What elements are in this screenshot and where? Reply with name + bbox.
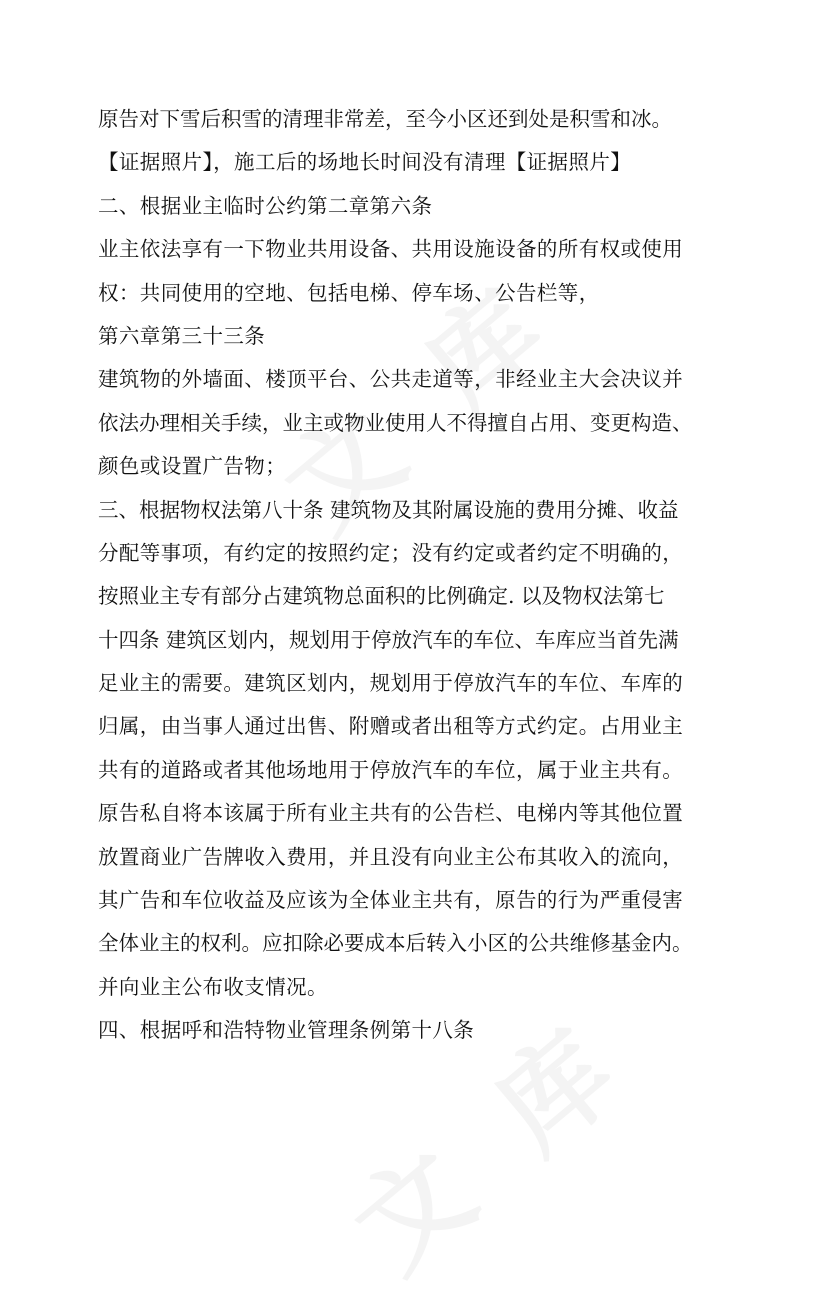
paragraph-line: 分配等事项，有约定的按照约定；没有约定或者约定不明确的， — [98, 540, 684, 565]
paragraph-line: 其广告和车位收益及应该为全体业主共有，原告的行为严重侵害 — [98, 888, 684, 913]
paragraph-line: 原告私自将本该属于所有业主共有的公告栏、电梯内等其他位置 — [98, 801, 684, 826]
paragraph-line: 依法办理相关手续，业主或物业使用人不得擅自占用、变更构造、 — [98, 410, 693, 435]
paragraph-line: 建筑物的外墙面、楼顶平台、公共走道等，非经业主大会决议并 — [98, 367, 684, 392]
paragraph-line: 放置商业广告牌收入费用，并且没有向业主公布其收入的流向， — [98, 844, 684, 869]
paragraph-line: 原告对下雪后积雪的清理非常差，至今小区还到处是积雪和冰。 — [98, 107, 672, 131]
document-body — [98, 98, 738, 1053]
paragraph-line: 权：共同使用的空地、包括电梯、停车场、公告栏等， — [98, 280, 600, 305]
paragraph-line: 全体业主的权利。应扣除必要成本后转入小区的公共维修基金内。 — [98, 931, 693, 956]
section-heading: 第六章第三十三条 — [98, 323, 266, 348]
paragraph-line: 并向业主公布收支情况。 — [98, 974, 328, 999]
paragraph-line: 归属，由当事人通过出售、附赠或者出租等方式约定。占用业主 — [98, 714, 684, 739]
paragraph-line: 十四条 建筑区划内，规划用于停放汽车的车位、车库应当首先满 — [98, 627, 679, 652]
section-heading: 三、根据物权法第八十条 建筑物及其附属设施的费用分摊、收益 — [98, 497, 679, 522]
paragraph-line: 【证据照片】，施工后的场地长时间没有清理【证据照片】 — [98, 150, 632, 175]
section-heading: 四、根据呼和浩特物业管理条例第十八条 — [98, 1018, 475, 1043]
section-heading: 二、根据业主临时公约第二章第六条 — [98, 193, 433, 218]
paragraph-line: 共有的道路或者其他场地用于停放汽车的车位，属于业主共有。 — [98, 757, 684, 782]
paragraph-line: 按照业主专有部分占建筑物总面积的比例确定. 以及物权法第七 — [98, 584, 665, 609]
paragraph-line: 颜色或设置广告物； — [98, 454, 287, 479]
paragraph-line: 足业主的需要。建筑区划内，规划用于停放汽车的车位、车库的 — [98, 671, 684, 696]
paragraph-line: 业主依法享有一下物业共用设备、共用设施设备的所有权或使用 — [98, 237, 684, 262]
